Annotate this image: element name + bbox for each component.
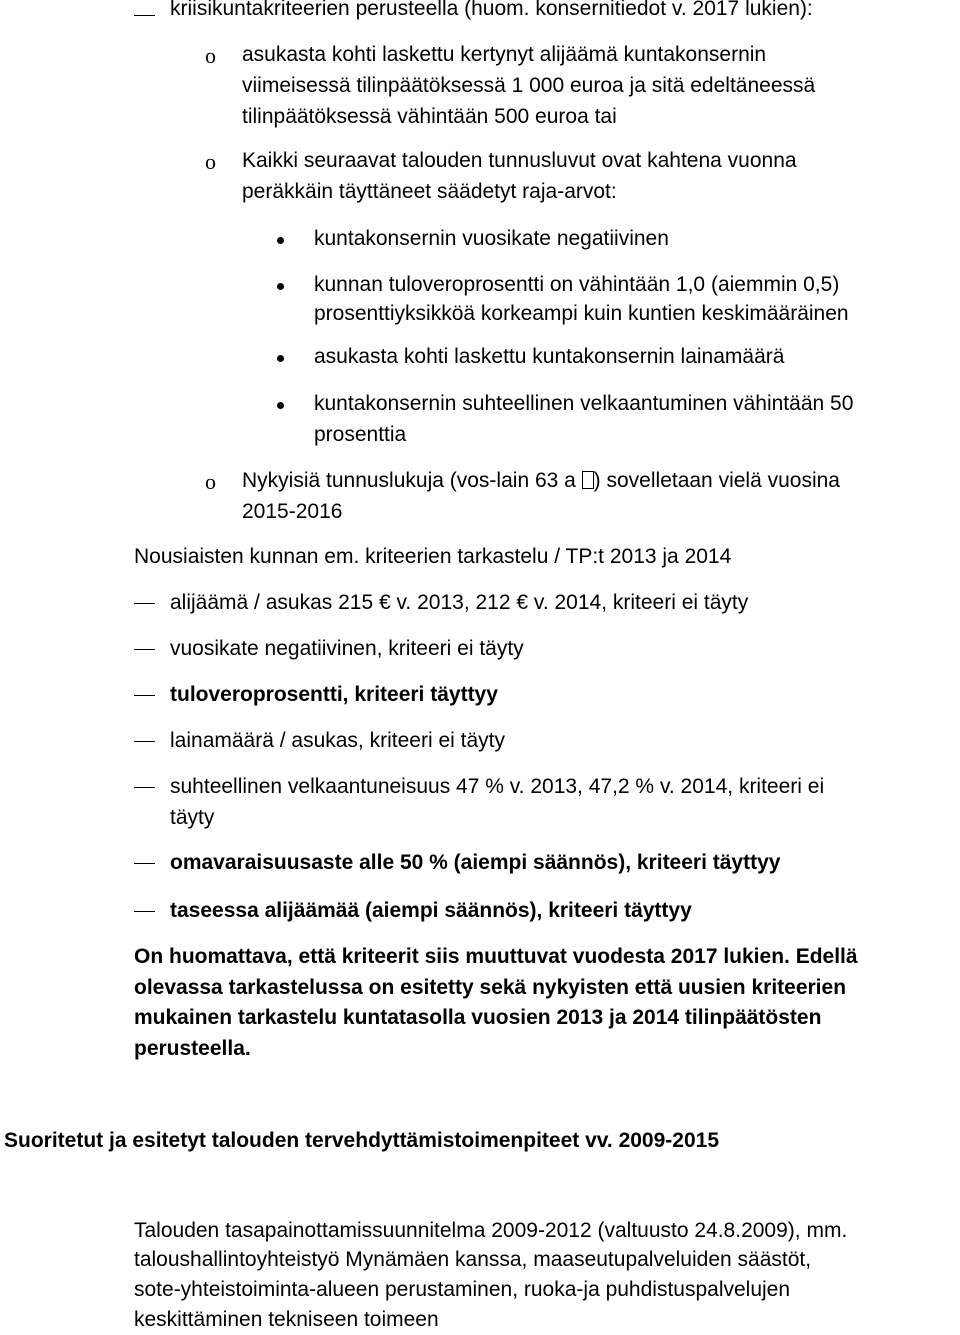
- dash-bullet: [134, 649, 155, 650]
- paragraph-text: taloushallintoyhteistyö Mynämäen kanssa, maaseutupalveluiden säästöt,: [134, 1248, 812, 1271]
- review-item-text: lainamäärä / asukas, kriteeri ei täyty: [170, 729, 505, 752]
- review-item-text: vuosikate negatiivinen, kriteeri ei täyty: [170, 637, 524, 660]
- paragraph-text: Talouden tasapainottamissuunnitelma 2009-2012 (valtuusto 24.8.2009), mm.: [134, 1219, 848, 1242]
- dot-item-text: kuntakonsernin vuosikate negatiivinen: [314, 227, 669, 250]
- dot-item-text: kunnan tuloveroprosentti on vähintään 1,0 (aiemmin 0,5): [314, 273, 840, 296]
- sub-item-text: [242, 465, 840, 496]
- euro-symbol: €: [378, 591, 391, 614]
- review-item-text: omavaraisuusaste alle 50 % (aiempi säännös), kriteeri täyttyy: [170, 851, 781, 874]
- dot-item-text: prosenttia: [314, 423, 407, 446]
- dot-item-text: asukasta kohti laskettu kuntakonsernin lainamäärä: [314, 345, 785, 368]
- circle-bullet: o: [205, 149, 216, 174]
- note-text: On huomattava, että kriteerit siis muuttuvat vuodesta 2017 lukien. Edellä: [134, 945, 858, 968]
- review-item-text-part: v. 2014, kriteeri ei täyty: [528, 591, 749, 614]
- review-item-text: [170, 587, 748, 618]
- review-item-text: täyty: [170, 806, 215, 829]
- sub-item-text-part: ) sovelletaan vielä vuosina: [593, 469, 840, 492]
- note-text: olevassa tarkastelussa on esitetty sekä nykyisten että uusien kriteerien: [134, 976, 847, 999]
- dash-bullet: [134, 911, 155, 912]
- paragraph-text: keskittäminen tekniseen toimeen: [134, 1308, 439, 1331]
- section-heading: Suoritetut ja esitetyt talouden tervehdyttämistoimenpiteet vv. 2009-2015: [4, 1129, 719, 1152]
- circle-bullet: o: [205, 469, 216, 494]
- review-item-text: taseessa alijäämää (aiempi säännös), kriteeri täyttyy: [170, 899, 692, 922]
- note-text: mukainen tarkastelu kuntatasolla vuosien 2013 ja 2014 tilinpäätösten: [134, 1006, 822, 1029]
- dash-bullet: [134, 787, 155, 788]
- dash-bullet: [134, 741, 155, 742]
- review-item-text-part: alijäämä / asukas 215: [170, 591, 379, 614]
- sub-item-text: peräkkäin täyttäneet säädetyt raja-arvot:: [242, 180, 617, 203]
- dot-item-text: prosenttiyksikköä korkeampi kuin kuntien keskimääräinen: [314, 302, 849, 325]
- review-item-text-part: v. 2013, 212: [390, 591, 517, 614]
- paragraph-text: sote-yhteistoiminta-alueen perustaminen, ruoka-ja puhdistuspalvelujen: [134, 1278, 791, 1301]
- sub-item-text: Kaikki seuraavat talouden tunnusluvut ovat kahtena vuonna: [242, 149, 797, 172]
- sub-item-text: 2015-2016: [242, 500, 343, 523]
- dot-bullet: [277, 355, 284, 362]
- section-sign-icon: [582, 471, 594, 489]
- dot-item-text: kuntakonsernin suhteellinen velkaantuminen vähintään 50: [314, 392, 854, 415]
- dash-bullet: [134, 603, 155, 604]
- criteria-intro: kriisikuntakriteerien perusteella (huom. konsernitiedot v. 2017 lukien):: [170, 0, 813, 20]
- sub-item-text-part: Nykyisiä tunnuslukuja (vos-lain 63 a: [242, 469, 582, 492]
- note-text: perusteella.: [134, 1037, 251, 1060]
- sub-item-text: asukasta kohti laskettu kertynyt alijäämä kuntakonsernin: [242, 43, 767, 66]
- euro-symbol: €: [516, 591, 529, 614]
- dash-bullet: [134, 863, 155, 864]
- review-item-text: tuloveroprosentti, kriteeri täyttyy: [170, 683, 498, 706]
- circle-bullet: o: [205, 43, 216, 68]
- review-item-text: suhteellinen velkaantuneisuus 47 % v. 2013, 47,2 % v. 2014, kriteeri ei: [170, 775, 825, 798]
- dash-bullet: [134, 15, 155, 16]
- dot-bullet: [277, 283, 284, 290]
- dash-bullet: [134, 695, 155, 696]
- review-heading: Nousiaisten kunnan em. kriteerien tarkastelu / TP:t 2013 ja 2014: [134, 545, 732, 568]
- sub-item-text: viimeisessä tilinpäätöksessä 1 000 euroa ja sitä edeltäneessä: [242, 74, 816, 97]
- dot-bullet: [277, 402, 284, 409]
- sub-item-text: tilinpäätöksessä vähintään 500 euroa tai: [242, 105, 617, 128]
- dot-bullet: [277, 237, 284, 244]
